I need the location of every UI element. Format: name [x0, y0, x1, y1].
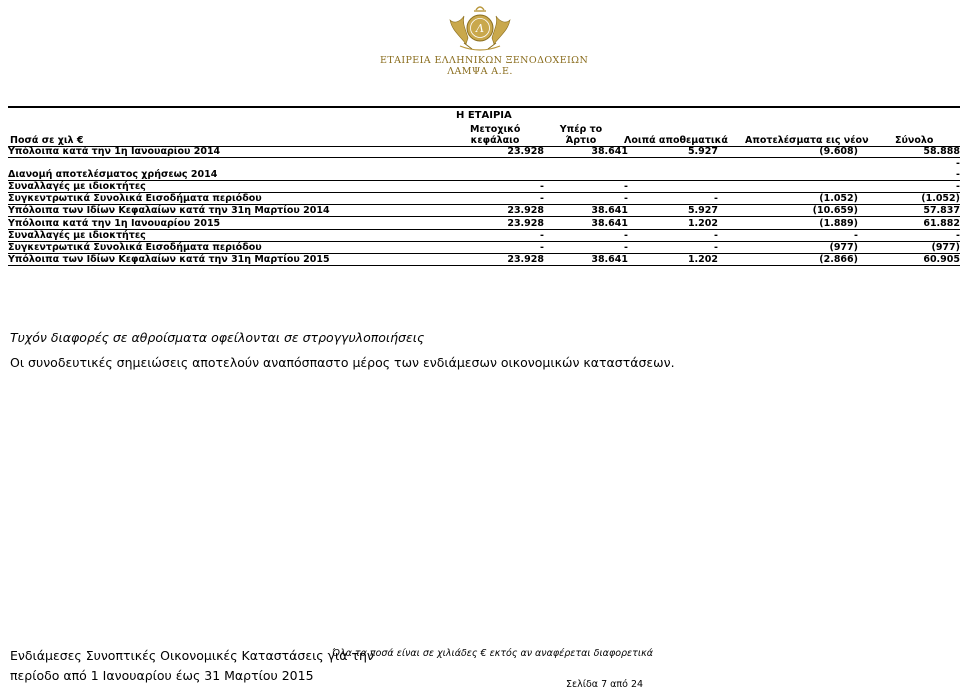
- table-top-rule: [8, 106, 960, 108]
- col-header-share-premium: Υπέρ το Άρτιο: [559, 124, 603, 146]
- lions-crest-icon: [420, 0, 540, 54]
- table-row: Συγκεντρωτικά Συνολικά Εισοδήματα περιόδου - - - (977) (977): [8, 242, 960, 253]
- table-bottom-rule: [8, 265, 960, 266]
- col-header-other-reserves: Λοιπά αποθεματικά: [624, 135, 728, 146]
- table-row: Συγκεντρωτικά Συνολικά Εισοδήματα περιόδου - - - (1.052) (1.052): [8, 193, 960, 204]
- table-row: Υπόλοιπα των Ιδίων Κεφαλαίων κατά την 31η Μαρτίου 2014 23.928 38.641 5.927 (10.659) 57.837: [8, 205, 960, 216]
- col-header-retained-earnings: Αποτελέσματα εις νέον: [745, 135, 869, 146]
- page-number: Σελίδα 7 από 24: [566, 679, 644, 690]
- footer-thousands-note: Όλα τα ποσά είναι σε χιλιάδες € εκτός αν αναφέρεται διαφορετικά: [332, 648, 653, 659]
- table-row: Υπόλοιπα κατά την 1η Ιανουαρίου 2014 23.928 38.641 5.927 (9.608) 58.888: [8, 146, 960, 157]
- company-heading: Η ΕΤΑΙΡΙΑ: [456, 110, 512, 121]
- integral-part-note: Οι συνοδευτικές σημειώσεις αποτελούν αναπόσπαστο μέρος των ενδιάμεσων οικονομικών καταστάσεων.: [10, 355, 675, 370]
- table-row: Συναλλαγές με ιδιοκτήτες - - -: [8, 181, 960, 192]
- footer-title-line1: Ενδιάμεσες Συνοπτικές Οικονομικές Καταστάσεις για την: [10, 648, 374, 663]
- amounts-unit-label: Ποσά σε χιλ €: [10, 135, 84, 146]
- svg-text:Λ: Λ: [476, 22, 484, 35]
- table-row: Υπόλοιπα των Ιδίων Κεφαλαίων κατά την 31η Μαρτίου 2015 23.928 38.641 1.202 (2.866) 60.905: [8, 254, 960, 265]
- table-row: Διανομή αποτελέσματος χρήσεως 2014 -: [8, 169, 960, 180]
- row-rule: [8, 216, 960, 217]
- logo-company-short: ΛΑΜΨΑ Α.Ε.: [447, 66, 513, 77]
- company-logo: [380, 0, 589, 82]
- col-header-share-capital: Μετοχικό κεφάλαιο: [470, 124, 521, 146]
- footer-title-line2: περίοδο από 1 Ιανουαρίου έως 31 Μαρτίου 2015: [10, 668, 314, 683]
- rounding-note: Τυχόν διαφορές σε αθροίσματα οφείλονται σε στρογγυλοποιήσεις: [10, 330, 425, 345]
- table-row: Συναλλαγές με ιδιοκτήτες - - - - -: [8, 230, 960, 241]
- logo-company-name: ΕΤΑΙΡΕΙΑ ΕΛΛΗΝΙΚΩΝ ΞΕΝΟΔΟΧΕΙΩΝ: [380, 55, 589, 66]
- table-row: -: [956, 158, 960, 169]
- table-row: Υπόλοιπα κατά την 1η Ιανουαρίου 2015 23.928 38.641 1.202 (1.889) 61.882: [8, 218, 960, 229]
- col-header-total: Σύνολο: [895, 135, 934, 146]
